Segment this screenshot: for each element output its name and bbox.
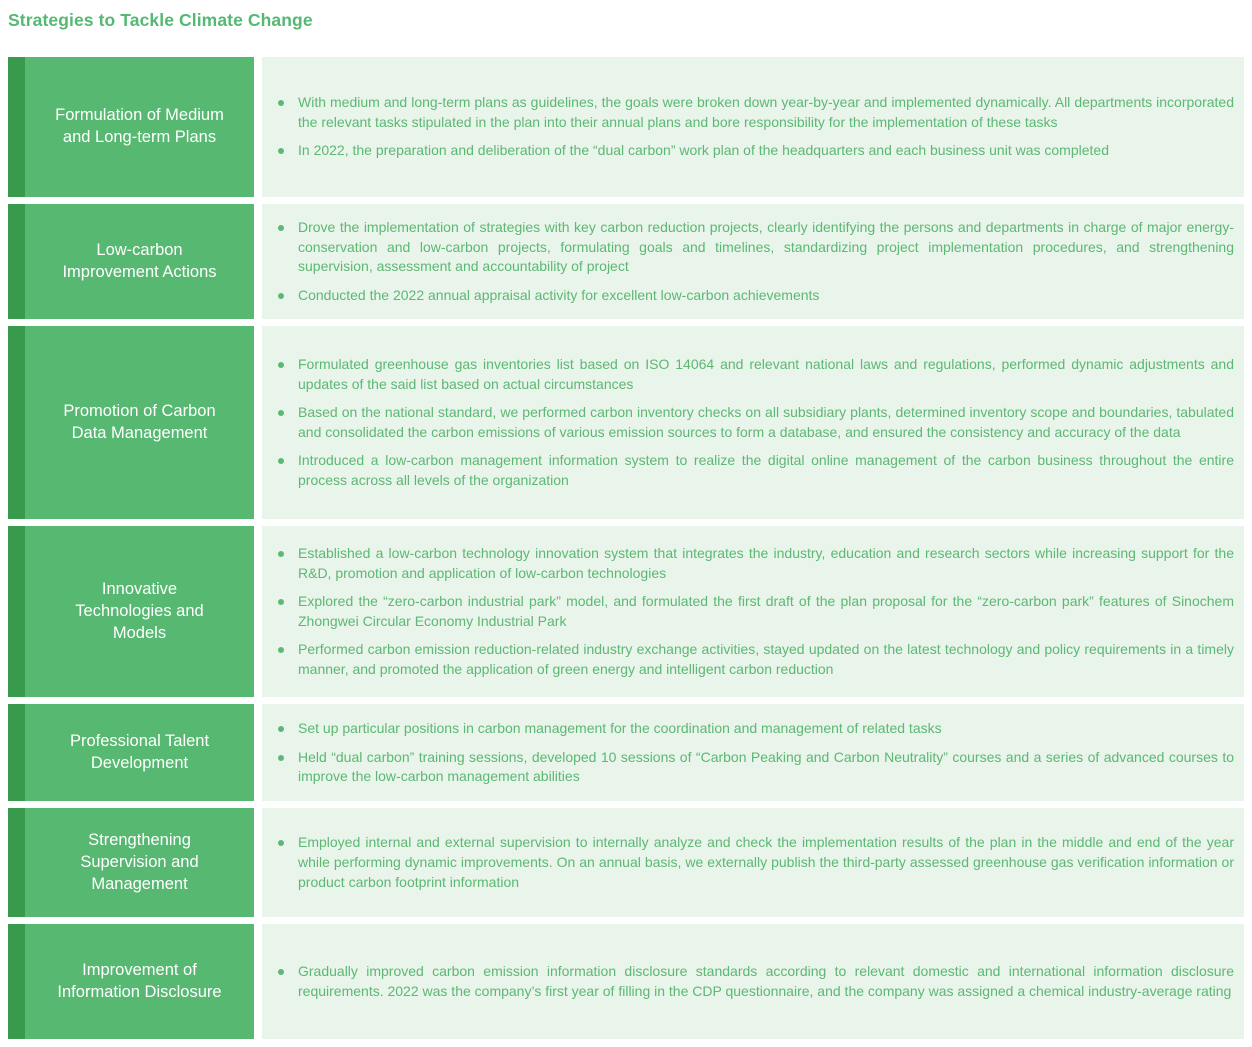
bullet-dot-icon — [278, 100, 284, 106]
strategy-content-cell — [262, 204, 1244, 319]
page-title: Strategies to Tackle Climate Change — [8, 10, 313, 30]
bullet-item — [278, 719, 1234, 739]
bullet-text: In 2022, the preparation and deliberation of the “dual carbon” work plan of the headquarters and each business unit was completed — [298, 142, 1109, 159]
bullet-dot-icon — [278, 726, 284, 732]
header-accent-stripe — [8, 326, 25, 519]
table-row — [8, 326, 1244, 519]
strategy-header-cell — [8, 57, 254, 197]
bullet-dot-icon — [278, 840, 284, 846]
bullet-dot-icon — [278, 969, 284, 975]
table-row — [8, 57, 1244, 197]
strategy-content-cell — [262, 704, 1244, 801]
header-accent-stripe — [8, 526, 25, 697]
table-row — [8, 526, 1244, 697]
bullet-text: Gradually improved carbon emission information disclosure standards according to relevant domestic and international information disclosure requirements. 2022 was the company’s first year of filling in the CDP questionnaire, and the company was assigned a chemical industry-average rating — [298, 963, 1234, 999]
bullet-item — [278, 962, 1234, 1001]
strategy-header-label: Formulation of Medium and Long-term Plans — [55, 106, 224, 146]
strategy-header-cell — [8, 924, 254, 1039]
bullet-dot-icon — [278, 225, 284, 231]
header-accent-stripe — [8, 808, 25, 917]
bullet-item — [278, 286, 1234, 306]
bullet-item — [278, 833, 1234, 892]
strategy-header-label: Innovative Technologies and Models — [75, 580, 204, 642]
bullet-text: Drove the implementation of strategies with key carbon reduction projects, clearly identifying the persons and departments in charge of major energy-conservation and low-carbon projects, formulating goals and timelines, standardizing project implementation procedures, and strengthening supervision, assessment and accountability of project — [298, 219, 1234, 275]
bullet-dot-icon — [278, 148, 284, 154]
bullet-item — [278, 218, 1234, 277]
bullet-text: Set up particular positions in carbon management for the coordination and management of related tasks — [298, 719, 942, 736]
bullet-dot-icon — [278, 647, 284, 653]
bullet-dot-icon — [278, 755, 284, 761]
strategy-header-cell — [8, 704, 254, 801]
strategy-header-cell — [8, 326, 254, 519]
strategy-content-cell — [262, 57, 1244, 197]
table-row — [8, 808, 1244, 917]
bullet-dot-icon — [278, 458, 284, 464]
table-row — [8, 924, 1244, 1039]
bullet-text: Explored the “zero-carbon industrial park” model, and formulated the first draft of the plan proposal for the “zero-carbon park” features of Sinochem Zhongwei Circular Economy Industrial Park — [298, 593, 1234, 629]
strategy-header-label: Promotion of Carbon Data Management — [63, 402, 216, 442]
bullet-text: Held “dual carbon” training sessions, developed 10 sessions of “Carbon Peaking and Carbon Neutrality” courses and a series of advanced courses to improve the low-carbon management abilities — [298, 748, 1234, 785]
bullet-text: Employed internal and external supervision to internally analyze and check the implementation results of the plan in the middle and end of the year while performing dynamic improvements. On an annual basis, we externally publish the third-party assessed greenhouse gas verification information or product carbon footprint information — [298, 834, 1234, 890]
bullet-text: Performed carbon emission reduction-related industry exchange activities, stayed updated on the latest technology and policy requirements in a timely manner, and promoted the application of green energy and intelligent carbon reduction — [298, 641, 1234, 678]
header-accent-stripe — [8, 204, 25, 319]
bullet-item — [278, 355, 1234, 394]
strategy-content-cell — [262, 326, 1244, 519]
bullet-text: Established a low-carbon technology innovation system that integrates the industry, education and research sectors while increasing support for the R&D, promotion and application of low-carbon technologies — [298, 545, 1234, 581]
bullet-item — [278, 592, 1234, 631]
strategy-content-cell — [262, 526, 1244, 697]
header-accent-stripe — [8, 704, 25, 801]
strategy-content-cell — [262, 808, 1244, 917]
bullet-text: Introduced a low-carbon management information system to realize the digital online management of the carbon business throughout the entire process across all levels of the organization — [298, 452, 1234, 489]
strategy-table — [8, 57, 1244, 1039]
bullet-text: With medium and long-term plans as guidelines, the goals were broken down year-by-year and implemented dynamically. All departments incorporated the relevant tasks stipulated in the plan into their annual plans and bore responsibility for the implementation of these tasks — [298, 94, 1234, 130]
strategy-header-cell — [8, 204, 254, 319]
strategy-header-label: Strengthening Supervision and Management — [80, 831, 199, 893]
header-accent-stripe — [8, 924, 25, 1039]
bullet-dot-icon — [278, 551, 284, 557]
bullet-item — [278, 93, 1234, 132]
bullet-text: Conducted the 2022 annual appraisal activity for excellent low-carbon achievements — [298, 286, 820, 303]
bullet-text: Based on the national standard, we performed carbon inventory checks on all subsidiary plants, determined inventory scope and boundaries, tabulated and consolidated the carbon emissions of various emission sources to form a database, and ensured the consistency and accuracy of the data — [298, 404, 1234, 440]
bullet-dot-icon — [278, 410, 284, 416]
strategy-content-cell — [262, 924, 1244, 1039]
strategy-header-label: Improvement of Information Disclosure — [57, 961, 222, 1001]
bullet-dot-icon — [278, 362, 284, 368]
bullet-dot-icon — [278, 599, 284, 605]
bullet-item — [278, 748, 1234, 787]
bullet-item — [278, 544, 1234, 583]
strategy-header-cell — [8, 808, 254, 917]
bullet-item — [278, 640, 1234, 679]
strategy-header-cell — [8, 526, 254, 697]
header-accent-stripe — [8, 57, 25, 197]
bullet-text: Formulated greenhouse gas inventories list based on ISO 14064 and relevant national laws and regulations, performed dynamic adjustments and updates of the said list based on actual circumstances — [298, 356, 1234, 392]
bullet-dot-icon — [278, 293, 284, 299]
strategy-header-label: Professional Talent Development — [69, 732, 210, 772]
bullet-item — [278, 451, 1234, 490]
table-row — [8, 704, 1244, 801]
bullet-item — [278, 141, 1234, 161]
strategy-header-label: Low-carbon Improvement Actions — [62, 240, 217, 281]
bullet-item — [278, 403, 1234, 442]
table-row — [8, 204, 1244, 319]
